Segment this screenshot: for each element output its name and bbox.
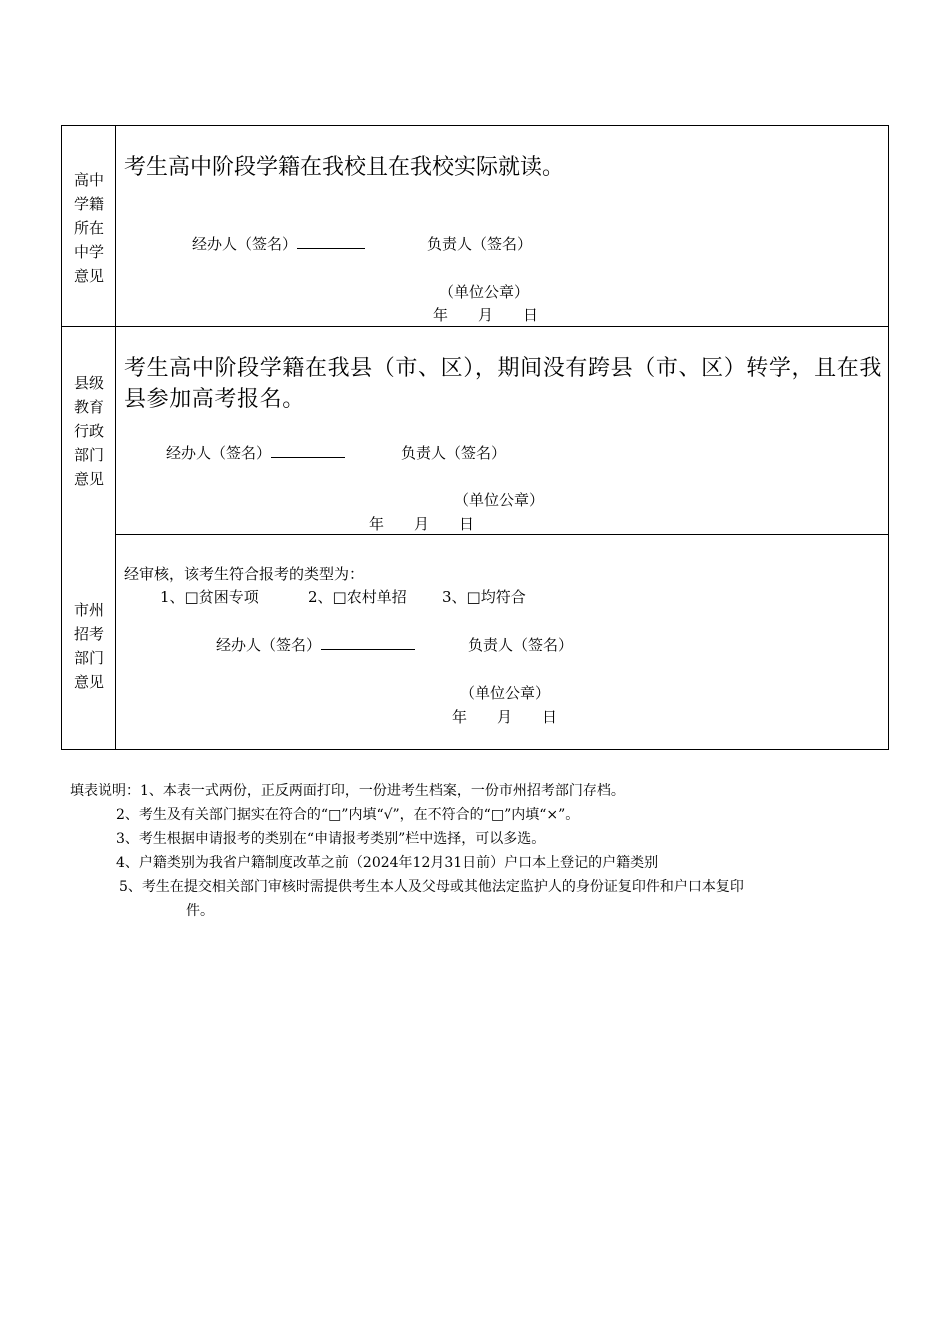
note-5-continued: 件。 — [186, 903, 214, 919]
row-divider-1 — [62, 326, 888, 327]
note-1: 填表说明：1、本表一式两份，正反两面打印，一份进考生档案，一份市州招考部门存档。 — [70, 783, 625, 799]
signature-line[interactable] — [321, 649, 415, 650]
city-leader-signature[interactable]: 负责人（签名） — [468, 636, 574, 654]
option-both[interactable]: 3、□均符合 — [442, 588, 526, 606]
city-opinion-label: 市州 招考 部门 意见 — [73, 601, 104, 691]
school-opinion-label: 高中 学籍 所在 中学 意见 — [73, 171, 104, 285]
option-rural-single[interactable]: 2、□农村单招 — [308, 588, 407, 606]
city-handler-signature[interactable]: 经办人（签名） — [216, 634, 415, 655]
note-3: 3、考生根据申请报考的类别在“申请报考类别”栏中选择，可以多选。 — [116, 831, 546, 847]
city-seal-label: （单位公章） — [460, 684, 551, 702]
county-seal-label: （单位公章） — [454, 491, 545, 509]
opinion-form-table — [61, 125, 889, 750]
school-seal-label: （单位公章） — [439, 283, 530, 301]
filling-instructions — [70, 779, 744, 923]
county-leader-signature[interactable]: 负责人（签名） — [401, 444, 507, 462]
city-statement: 经审核，该考生符合报考的类型为： — [124, 565, 365, 583]
signature-line[interactable] — [271, 457, 345, 458]
school-date-label[interactable]: 年 月 日 — [433, 306, 539, 324]
county-handler-signature[interactable]: 经办人（签名） — [166, 442, 345, 463]
school-handler-signature[interactable]: 经办人（签名） — [192, 233, 365, 254]
county-statement: 考生高中阶段学籍在我县（市、区），期间没有跨县（市、区）转学，且在我县参加高考报名。 — [124, 356, 882, 412]
city-date-label[interactable]: 年 月 日 — [452, 708, 558, 726]
signature-line[interactable] — [297, 248, 365, 249]
county-opinion-label: 县级 教育 行政 部门 意见 — [73, 374, 104, 488]
option-poverty-special[interactable]: 1、□贫困专项 — [160, 588, 259, 606]
note-5: 5、考生在提交相关部门审核时需提供考生本人及父母或其他法定监护人的身份证复印件和户口本复印 — [119, 879, 744, 895]
label-column-divider — [115, 126, 116, 749]
school-leader-signature[interactable]: 负责人（签名） — [427, 235, 533, 253]
school-statement: 考生高中阶段学籍在我校且在我校实际就读。 — [124, 155, 565, 180]
note-2: 2、考生及有关部门据实在符合的“□”内填“√”，在不符合的“□”内填“×”。 — [116, 807, 580, 823]
county-date-label[interactable]: 年 月 日 — [369, 515, 475, 533]
note-4: 4、户籍类别为我省户籍制度改革之前（2024年12月31日前）户口本上登记的户籍类别 — [116, 855, 659, 871]
row-divider-2 — [115, 534, 888, 535]
